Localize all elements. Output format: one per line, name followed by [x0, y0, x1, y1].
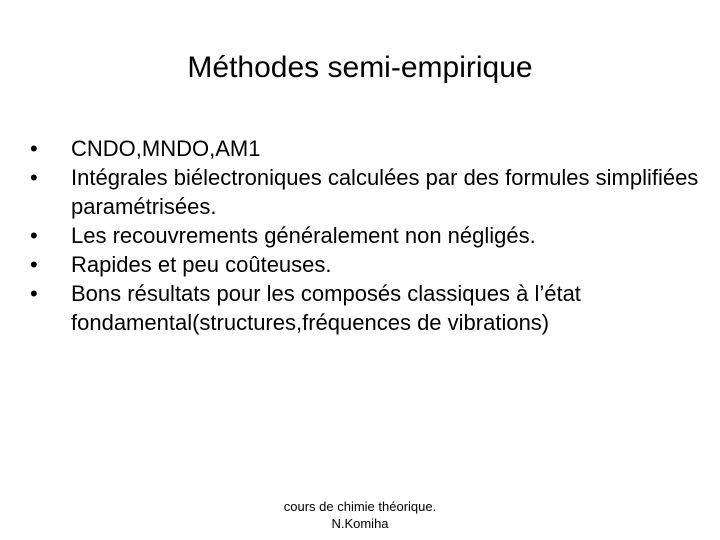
bullet-item [30, 221, 700, 250]
bullet-item [30, 250, 700, 279]
slide-title: Méthodes semi-empirique [187, 51, 533, 84]
bullet-dot: • [30, 165, 38, 190]
bullet-text: Intégrales biélectroniques calculées par des formules simplifiées paramétrisées. [71, 165, 699, 219]
bullet-item [30, 163, 700, 221]
bullet-text: Rapides et peu coûteuses. [71, 252, 332, 277]
bullet-dot: • [30, 223, 38, 248]
bullet-dot: • [30, 136, 38, 161]
slide-footer [240, 498, 480, 532]
bullet-text: CNDO,MNDO,AM1 [71, 136, 261, 161]
bullet-list [30, 134, 700, 337]
footer-author: N.Komiha [331, 516, 389, 531]
bullet-dot: • [30, 281, 38, 306]
footer-course: cours de chimie théorique. [283, 499, 437, 514]
bullet-dot: • [30, 252, 38, 277]
bullet-item [30, 134, 700, 163]
bullet-text: Bons résultats pour les composés classiques à l’état fondamental(structures,fréquences de vibrations) [71, 281, 581, 335]
bullet-item [30, 279, 700, 337]
bullet-text: Les recouvrements généralement non négligés. [71, 223, 536, 248]
